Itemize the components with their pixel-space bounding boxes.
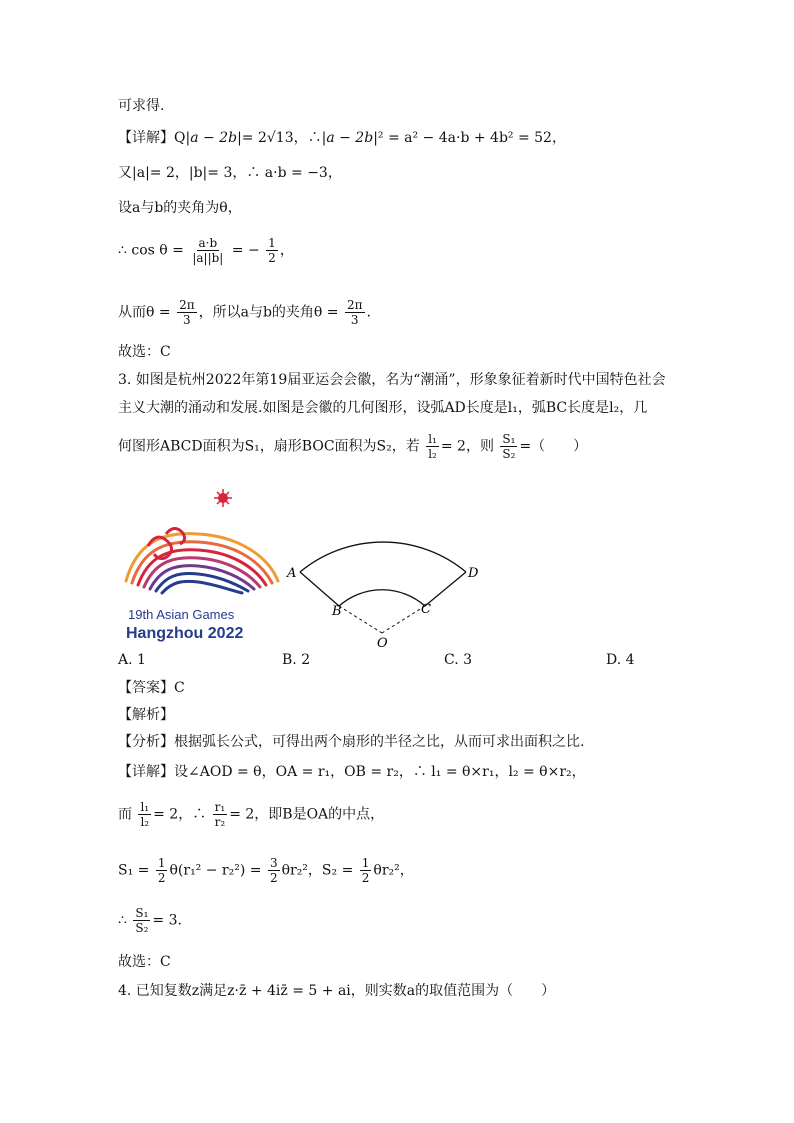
denominator: 2 [269, 871, 278, 885]
numerator: S₁ [135, 906, 149, 920]
segment-DC [425, 572, 466, 606]
text-line: 又|a|= 2，|b|= 3，∴ a·b = −3， [118, 165, 342, 181]
asian-games-logo [118, 486, 286, 646]
denominator: l₂ [428, 447, 437, 461]
fraction [133, 906, 150, 935]
fraction [426, 432, 439, 461]
denominator: 3 [183, 313, 191, 327]
denominator: l₂ [140, 815, 150, 829]
math: ∴ [118, 912, 127, 929]
math: = 3. [152, 912, 182, 929]
math: |² = a² − 4a·b + 4b² = 52， [373, 130, 566, 146]
denominator: 2 [157, 871, 166, 885]
fraction [360, 856, 372, 885]
numerator: a·b [198, 236, 218, 250]
denominator: |a||b| [192, 251, 224, 265]
math: = 2，即B是OA的中点， [229, 806, 385, 823]
denominator: S₂ [135, 921, 149, 935]
tag: 【详解】 [118, 130, 174, 146]
numerator: r₁ [214, 800, 226, 814]
text-line [118, 298, 371, 327]
math: θ(r₁² − r₂²) = [169, 862, 262, 879]
numerator: 2π [346, 298, 363, 312]
text-line [118, 856, 414, 885]
logo-line2: Hangzhou 2022 [126, 625, 244, 642]
numerator: 1 [361, 856, 370, 870]
text-line [118, 236, 294, 265]
text-line: 可求得. [118, 98, 165, 114]
fraction [213, 800, 228, 829]
answer: 【答案】C [118, 680, 185, 696]
sun-icon [214, 489, 232, 507]
math: =（ ） [519, 438, 588, 455]
math: |= 2√13，∴| [237, 130, 327, 146]
math: 何图形ABCD面积为S₁，扇形BOC面积为S₂，若 [118, 438, 420, 455]
label-B: B [332, 604, 342, 619]
math: 从而θ = [118, 304, 171, 321]
question-4: 4. 已知复数z满足z·z̄ + 4iz̄ = 5 + ai，则实数a的取值范围为（ ） [118, 983, 556, 999]
fraction [268, 856, 280, 885]
text-line: 主义大潮的涌动和发展.如图是会徽的几何图形，设弧AD长度是l₁，弧BC长度是l₂，几 [118, 400, 648, 416]
fraction [266, 236, 278, 265]
numerator: 2π [179, 298, 195, 312]
option-c: C. 3 [444, 652, 473, 668]
math: θr₂²， [373, 862, 414, 879]
segment-BO [339, 606, 382, 633]
math: a − 2b [326, 130, 374, 146]
text-line: 故选：C [118, 954, 171, 970]
arc-BC [339, 590, 425, 606]
text-line: 3. 如图是杭州2022年第19届亚运会会徽，名为“潮涌”，形象象征着新时代中国特色社会 [118, 372, 666, 388]
math: ∴ cos θ = [118, 242, 184, 259]
math: = − [231, 242, 260, 259]
math: = 2，∴ [153, 806, 207, 823]
label-D: D [468, 566, 479, 581]
math: ， [279, 242, 294, 259]
math: θr₂²，S₂ = [281, 862, 354, 879]
numerator: 1 [268, 236, 276, 250]
denominator: 3 [350, 313, 359, 327]
denominator: r₂ [214, 815, 226, 829]
analysis-heading: 【解析】 [118, 707, 174, 723]
math: a − 2b [190, 130, 238, 146]
option-a: A. 1 [118, 652, 146, 668]
math: ，所以a与b的夹角θ = [198, 304, 339, 321]
logo-line1: 19th Asian Games [128, 607, 235, 622]
sector-figure [280, 515, 490, 650]
math: = 2，则 [440, 438, 494, 455]
text-line [118, 128, 566, 148]
numerator: 3 [269, 856, 278, 870]
text-line: 【详解】设∠AOD = θ，OA = r₁，OB = r₂，∴ l₁ = θ×r₁，l₂ = θ×r₂， [118, 764, 586, 780]
denominator: 2 [268, 251, 276, 265]
math: Q| [174, 130, 191, 146]
fraction [500, 432, 517, 461]
text-line: 设a与b的夹角为θ， [118, 200, 242, 216]
option-d: D. 4 [606, 652, 635, 668]
math: 而 [118, 806, 132, 823]
segment-AB [300, 572, 339, 606]
fraction [177, 298, 197, 327]
fraction [345, 298, 365, 327]
fraction [156, 856, 168, 885]
denominator: 2 [361, 871, 370, 885]
text-line [118, 800, 384, 829]
fraction [138, 800, 151, 829]
math: . [366, 304, 371, 321]
text-line [118, 432, 587, 461]
segment-CO [382, 606, 425, 633]
label-A: A [287, 566, 297, 581]
text-line [118, 906, 182, 935]
denominator: S₂ [502, 447, 516, 461]
numerator: S₁ [502, 432, 516, 446]
numerator: 1 [157, 856, 166, 870]
label-C: C [421, 602, 431, 617]
numerator: l₁ [428, 432, 437, 446]
text-line: 故选：C [118, 344, 171, 360]
math: S₁ = [118, 862, 150, 879]
fraction [190, 236, 225, 265]
numerator: l₁ [140, 800, 150, 814]
text-line: 【分析】根据弧长公式，可得出两个扇形的半径之比，从而可求出面积之比. [118, 734, 585, 750]
arc-AD [300, 542, 466, 572]
label-O: O [377, 636, 388, 650]
option-b: B. 2 [282, 652, 311, 668]
